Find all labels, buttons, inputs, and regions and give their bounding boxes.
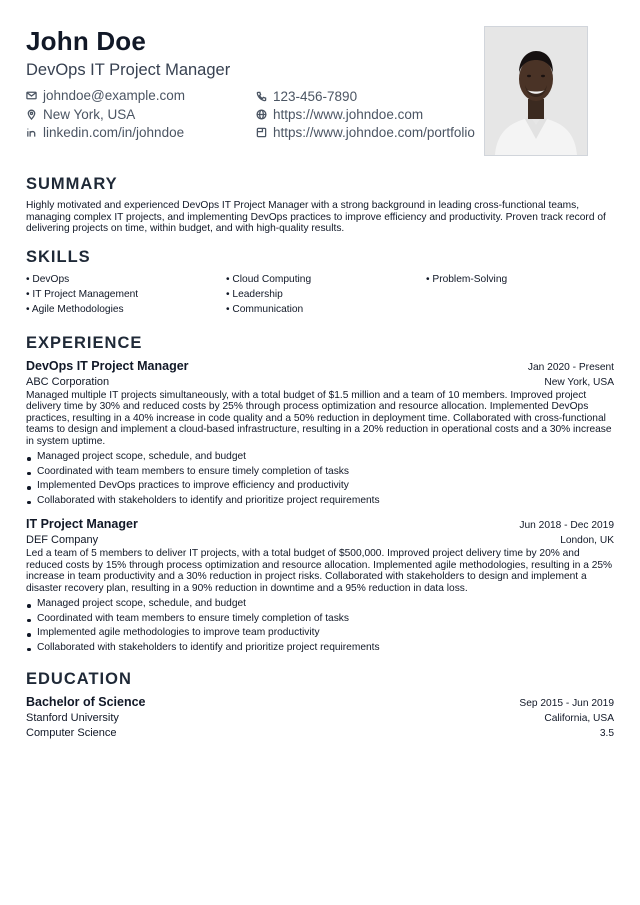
experience-section (26, 333, 614, 656)
education-heading: EDUCATION (26, 670, 132, 688)
skill-item: • Leadership (226, 288, 283, 300)
list-item: Implemented agile methodologies to improve team productivity (26, 626, 614, 641)
profile-photo (484, 26, 588, 156)
skills-section (26, 247, 614, 320)
job-description: Managed multiple IT projects simultaneously, with a total budget of $1.5 million and a team of 10 members. Improved project delivery time by 30% and reduced costs by 25% through process optimization and resource allocation. Implemented DevOps practices, resulting in a 40% increase in code quality and a 50% reduction in deployment time. Collaborated with cross-functional teams to design and implement a cloud-based infrastructure, resulting in a 20% reduction in operational costs and a 30% increase in system uptime. (26, 389, 612, 447)
gpa-value: 3.5 (599, 728, 614, 739)
job-bullets (26, 450, 614, 508)
skill-item: • Problem-Solving (426, 273, 508, 285)
job-dates: Jun 2018 - Dec 2019 (519, 520, 614, 531)
mail-icon (26, 90, 37, 101)
list-item: Managed project scope, schedule, and budget (26, 450, 614, 465)
job-company: ABC Corporation (26, 375, 110, 388)
list-item: Implemented DevOps practices to improve efficiency and productivity (26, 479, 614, 494)
job-title: DevOps IT Project Manager (26, 358, 189, 373)
skills-heading: SKILLS (26, 247, 91, 266)
skill-item: • IT Project Management (26, 288, 139, 300)
resume-header (26, 26, 614, 156)
summary-text: Highly motivated and experienced DevOps IT Project Manager with a strong background in leading cross-functional teams, managing complex IT projects, and implementing DevOps practices to improve efficiency and productivity. Proven track record of delivering projects on time, within budget, and with high-quality results. (26, 200, 606, 234)
skills-grid (26, 274, 614, 320)
school-name: Stanford University (26, 712, 119, 724)
portrait-illustration (485, 27, 587, 155)
summary-section (26, 174, 614, 235)
list-item: Collaborated with stakeholders to identify and prioritize project requirements (26, 641, 614, 656)
location-text: New York, USA (43, 107, 136, 122)
phone-text: 123-456-7890 (273, 89, 358, 104)
candidate-title: DevOps IT Project Manager (26, 61, 231, 79)
skill-item: • Cloud Computing (226, 273, 312, 285)
degree-title: Bachelor of Science (26, 695, 146, 709)
resume-page (26, 26, 614, 739)
field-of-study: Computer Science (26, 727, 117, 739)
globe-icon (256, 109, 267, 120)
contact-linkedin[interactable] (26, 125, 184, 140)
job-entry (26, 517, 614, 655)
education-dates: Sep 2015 - Jun 2019 (519, 698, 614, 709)
skill-item: • Agile Methodologies (26, 303, 124, 315)
job-location: London, UK (560, 535, 614, 546)
list-item: Coordinated with team members to ensure timely completion of tasks (26, 465, 614, 480)
job-dates: Jan 2020 - Present (527, 361, 614, 373)
contact-email[interactable] (26, 88, 185, 103)
experience-heading: EXPERIENCE (26, 333, 143, 352)
list-item: Managed project scope, schedule, and budget (26, 597, 614, 612)
job-company: DEF Company (26, 534, 99, 546)
linkedin-icon (26, 127, 37, 138)
job-description: Led a team of 5 members to deliver IT projects, with a total budget of $500,000. Improved project delivery time by 20% and reduced costs by 15% through process optimization and resource allocation. Implemented agile methodologies, resulting in a 25% increase in team productivity and a 30% reduction in project risks. Collaborated with stakeholders to design and implement a disaster recovery plan, resulting in a 90% reduction in downtime and a 95% reduction in data loss. (26, 548, 613, 594)
website-text: https://www.johndoe.com (273, 107, 424, 122)
location-pin-icon (26, 109, 37, 120)
list-item: Coordinated with team members to ensure timely completion of tasks (26, 612, 614, 627)
skill-item: • DevOps (26, 273, 70, 285)
school-location: California, USA (544, 713, 614, 724)
contact-portfolio[interactable] (256, 125, 475, 140)
skill-item: • Communication (226, 303, 304, 315)
job-location: New York, USA (544, 376, 614, 388)
email-text: johndoe@example.com (43, 88, 186, 103)
portfolio-icon (256, 127, 267, 138)
job-bullets (26, 597, 614, 655)
candidate-name: John Doe (26, 26, 147, 56)
contact-location (26, 107, 135, 122)
contact-website[interactable] (256, 107, 423, 122)
education-section (26, 669, 614, 739)
summary-heading: SUMMARY (26, 175, 118, 193)
phone-icon (256, 91, 267, 102)
portfolio-text: https://www.johndoe.com/portfolio (273, 125, 475, 140)
list-item: Collaborated with stakeholders to identify and prioritize project requirements (26, 494, 614, 509)
job-title: IT Project Manager (26, 517, 138, 531)
contact-phone[interactable] (256, 89, 357, 104)
linkedin-text: linkedin.com/in/johndoe (43, 125, 185, 140)
job-entry (26, 359, 614, 509)
